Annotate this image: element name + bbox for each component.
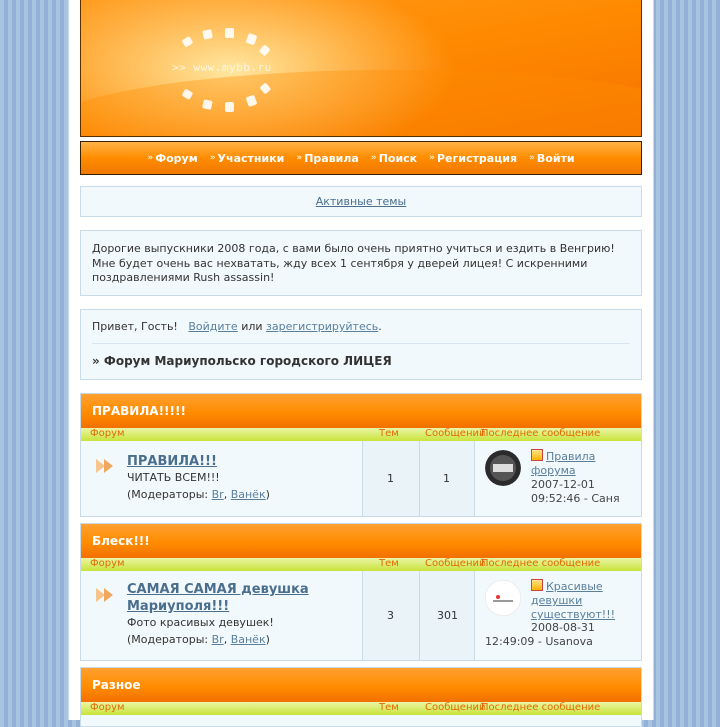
announcement-line: Дорогие выпускники 2008 года, с вами было очень приятно учиться и ездить в Венгрию!	[92, 242, 615, 255]
last-post-link[interactable]: Правила	[546, 450, 596, 463]
divider	[92, 343, 630, 344]
moderator-link[interactable]: Ванёк	[230, 488, 266, 501]
nav-arrow-icon: »	[296, 153, 303, 163]
user-avatar-icon[interactable]	[485, 580, 521, 616]
category-title[interactable]: Разное	[81, 668, 641, 702]
last-post-date: 2008-08-31	[531, 621, 595, 634]
forum-title-link[interactable]: САМАЯ САМАЯ девушка	[127, 582, 309, 597]
welcome-line	[92, 320, 630, 334]
moderator-link[interactable]: Ванёк	[230, 633, 266, 646]
greeting-text: Привет, Гость!	[92, 320, 178, 333]
announcement-box	[80, 230, 642, 296]
nav-arrow-icon: »	[529, 153, 535, 163]
column-headers	[81, 702, 641, 715]
login-link[interactable]: Войдите	[188, 320, 238, 333]
user-avatar-icon[interactable]	[485, 450, 521, 486]
nav-label: Войти	[536, 151, 575, 165]
nav-arrow-icon: »	[209, 153, 216, 163]
last-post-link[interactable]: Красивые	[546, 580, 603, 593]
active-topics-box	[80, 186, 642, 217]
mods-prefix: (Модераторы:	[127, 633, 209, 646]
forum-moderators	[127, 633, 270, 646]
forum-counts-cell	[362, 441, 474, 516]
category-title[interactable]: Блеск!!!	[81, 524, 641, 558]
last-post-time: 12:49:09 - Usanova	[485, 635, 593, 648]
banner-url-text: >> www.mybb.ru	[172, 61, 272, 74]
page-container	[68, 0, 654, 720]
or-text: или	[241, 320, 263, 333]
last-post-time: 09:52:46 - Саня	[531, 492, 620, 505]
col-last: Последнее сообщение	[481, 702, 601, 713]
category-misc	[80, 667, 642, 727]
nav-members[interactable]	[204, 152, 291, 165]
mods-prefix: (Модераторы:	[127, 488, 209, 501]
forum-moderators	[127, 488, 270, 501]
nav-label: Регистрация	[436, 151, 518, 165]
topic-icon	[531, 579, 543, 591]
col-last: Последнее сообщение	[481, 428, 601, 439]
count-divider	[419, 571, 420, 660]
col-forum: Форум	[90, 702, 125, 713]
post-count: 301	[437, 609, 458, 622]
topic-icon	[531, 449, 543, 461]
forum-desc: ЧИТАТЬ ВСЕМ!!!	[127, 471, 220, 484]
dot-text: .	[378, 320, 382, 333]
topic-count: 3	[387, 609, 394, 622]
col-topics: Тем	[379, 558, 399, 569]
nav-arrow-icon: »	[370, 153, 377, 163]
last-post-date: 2007-12-01	[531, 478, 595, 491]
forum-main-cell	[81, 441, 362, 516]
welcome-box	[80, 309, 642, 380]
site-banner[interactable]	[80, 0, 642, 137]
nav-label: Форум	[155, 151, 198, 165]
breadcrumb[interactable]: » Форум Мариупольско городского ЛИЦЕЯ	[92, 354, 392, 368]
last-post-title	[531, 449, 595, 478]
nav-rules[interactable]	[290, 152, 364, 165]
forum-counts-cell	[362, 571, 474, 660]
last-post-cell	[474, 441, 641, 516]
last-post-link[interactable]: девушки	[531, 594, 583, 607]
forum-title-link[interactable]: ПРАВИЛА!!!	[127, 454, 217, 469]
col-posts: Сообщений	[425, 428, 486, 439]
main-nav	[80, 141, 642, 175]
count-divider	[419, 441, 420, 516]
forum-row	[81, 571, 641, 660]
column-headers	[81, 558, 641, 571]
announcement-line: Мне будет очень вас нехватать, жду всех 1 сентября у дверей лицея! С искренними	[92, 256, 588, 270]
nav-forum[interactable]	[141, 152, 203, 165]
active-topics-link[interactable]: Активные темы	[315, 195, 407, 208]
col-topics: Тем	[379, 702, 399, 713]
category-rules	[80, 393, 642, 517]
category-title[interactable]: ПРАВИЛА!!!!!	[81, 394, 641, 428]
mods-comma: ,	[223, 488, 228, 501]
nav-login[interactable]	[523, 152, 581, 165]
col-last: Последнее сообщение	[481, 558, 601, 569]
forum-folder-icon	[94, 456, 118, 476]
col-posts: Сообщений	[425, 702, 486, 713]
col-posts: Сообщений	[425, 558, 486, 569]
last-post-link[interactable]: существуют!!!	[531, 608, 616, 621]
moderator-link[interactable]: Br	[211, 488, 224, 501]
col-forum: Форум	[90, 428, 125, 439]
forum-title-link[interactable]: Мариуполя!!!	[127, 599, 230, 614]
forum-desc: Фото красивых девушек!	[127, 616, 274, 629]
category-shine	[80, 523, 642, 661]
last-post-link[interactable]: форума	[531, 464, 576, 477]
post-count: 1	[443, 472, 450, 485]
forum-row	[81, 441, 641, 516]
mods-suffix: )	[265, 633, 270, 646]
nav-register[interactable]	[423, 152, 523, 165]
nav-label: Поиск	[378, 151, 418, 165]
column-headers	[81, 428, 641, 441]
nav-arrow-icon: »	[147, 153, 154, 163]
last-post-title	[531, 579, 615, 622]
last-post-cell	[474, 571, 641, 660]
topic-count: 1	[387, 472, 394, 485]
banner-wave	[80, 70, 642, 137]
announcement-line: поздравлениями Rush assassin!	[92, 271, 275, 284]
mods-suffix: )	[265, 488, 270, 501]
forum-main-cell	[81, 571, 362, 660]
col-topics: Тем	[379, 428, 399, 439]
nav-label: Правила	[304, 151, 359, 165]
forum-folder-icon	[94, 585, 118, 605]
moderator-link[interactable]: Br	[211, 633, 224, 646]
nav-search[interactable]	[365, 152, 423, 165]
nav-arrow-icon: »	[429, 153, 435, 163]
nav-label: Участники	[217, 151, 285, 165]
mods-comma: ,	[223, 633, 228, 646]
col-forum: Форум	[90, 558, 125, 569]
register-link[interactable]: зарегистрируйтесь	[266, 320, 379, 333]
